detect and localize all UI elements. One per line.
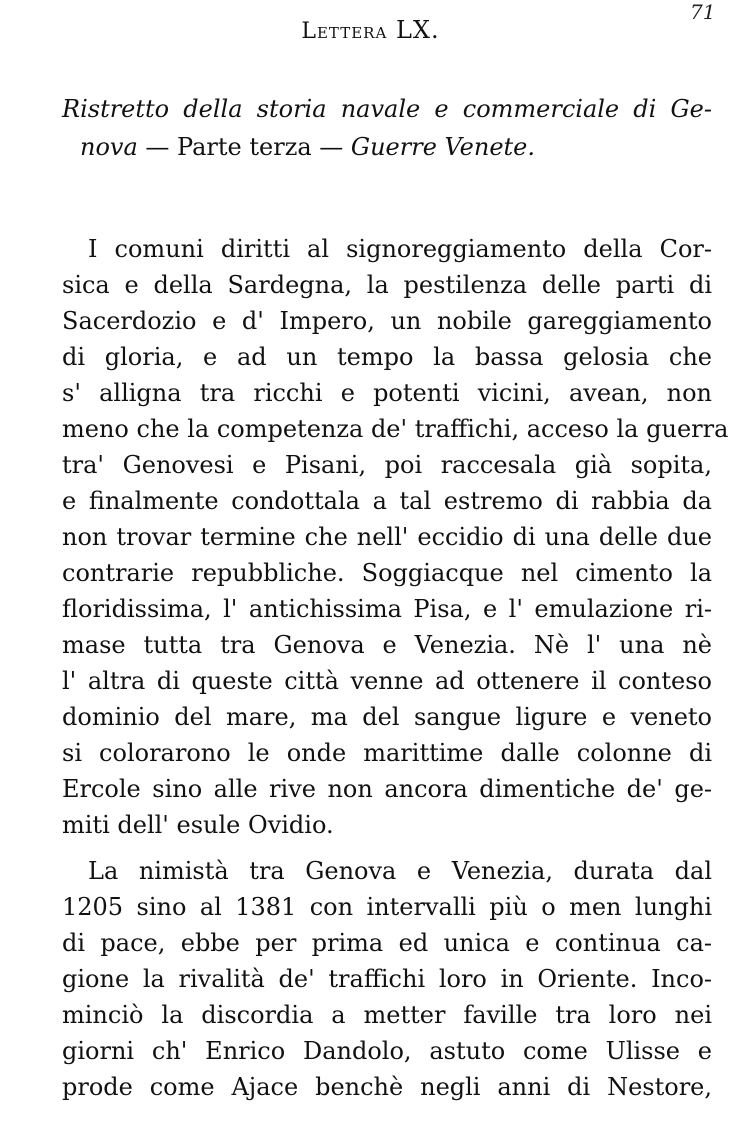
subtitle-italic-end: Guerre Venete. [350, 133, 535, 161]
body-line: La nimistà tra Genova e Venezia, durata dal [88, 857, 712, 885]
body-line: I comuni diritti al signoreggiamento della Cor- [88, 235, 712, 263]
body-line: l' altra di queste città venne ad ottenere il conteso [62, 667, 712, 695]
subtitle-part-label: Parte terza [177, 133, 312, 161]
body-line: 1205 sino al 1381 con intervalli più o men lunghi [62, 893, 712, 921]
body-line: prode come Ajace benchè negli anni di Nestore, [62, 1073, 712, 1101]
body-line: di gloria, e ad un tempo la bassa gelosia che [62, 343, 712, 371]
letter-heading-label: Lettera [301, 19, 388, 44]
subtitle-line-2 [62, 128, 712, 166]
body-line: meno che la competenza de' traffichi, acceso la guerra [62, 415, 729, 443]
body-line: floridissima, l' antichissima Pisa, e l' emulazione ri- [62, 595, 712, 623]
body-line: si colorarono le onde marittime dalle colonne di [62, 739, 712, 767]
body-line: Ercole sino alle rive non ancora dimentiche de' ge- [62, 775, 712, 803]
body-line: sica e della Sardegna, la pestilenza delle parti di [62, 271, 712, 299]
body-line: mase tutta tra Genova e Venezia. Nè l' una nè [62, 631, 712, 659]
body-line: Sacerdozio e d' Impero, un nobile gareggiamento [62, 307, 712, 335]
body-line: gione la rivalità de' traffichi loro in Oriente. Inco- [62, 965, 712, 993]
subtitle-italic-start: nova [80, 133, 138, 161]
body-line: tra' Genovesi e Pisani, poi raccesala già sopita, [62, 451, 712, 479]
subtitle-dash-1: — [137, 133, 178, 161]
body-line: e finalmente condottala a tal estremo di rabbia da [62, 487, 712, 515]
body-line: dominio del mare, ma del sangue ligure e veneto [62, 703, 712, 731]
letter-subtitle [62, 90, 712, 166]
body-line: s' alligna tra ricchi e potenti vicini, avean, non [62, 379, 712, 407]
body-line: contrarie repubbliche. Soggiacque nel cimento la [62, 559, 712, 587]
letter-heading [0, 16, 741, 44]
body-line: minciò la discordia a metter faville tra loro nei [62, 1001, 712, 1029]
body-line: miti dell' esule Ovidio. [62, 811, 334, 839]
page-number: 71 [690, 0, 716, 24]
subtitle-dash-2: — [311, 133, 351, 161]
body-line: non trovar termine che nell' eccidio di una delle due [62, 523, 712, 551]
body-line: di pace, ebbe per prima ed unica e continua ca- [62, 929, 712, 957]
body-line: giorni ch' Enrico Dandolo, astuto come Ulisse e [62, 1037, 712, 1065]
letter-heading-number: LX. [395, 16, 440, 44]
subtitle-line-1: Ristretto della storia navale e commerciale di Ge- [62, 95, 712, 123]
